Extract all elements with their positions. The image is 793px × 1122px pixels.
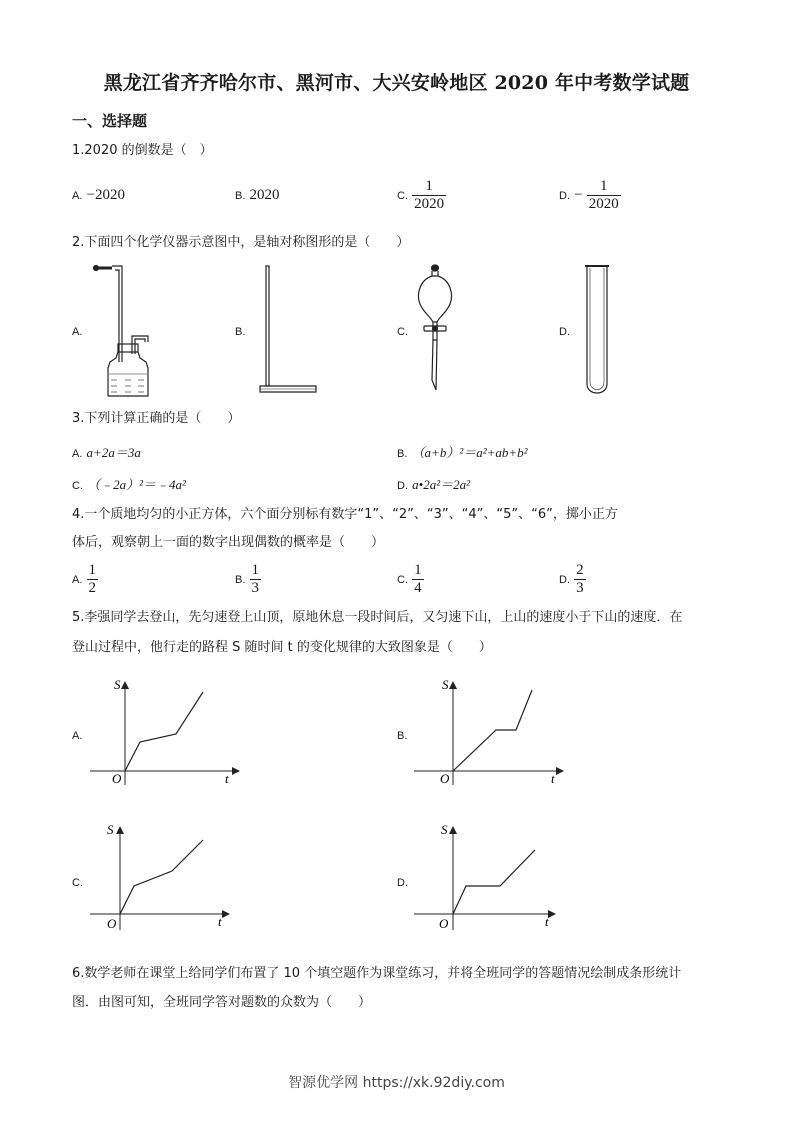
axis-label-x: t <box>551 771 555 786</box>
fraction <box>87 562 99 597</box>
denominator: 2 <box>88 580 97 596</box>
axis-label-y: S <box>107 822 114 837</box>
question-4-option-c[interactable] <box>397 562 424 597</box>
question-5-graph-d[interactable] <box>412 818 572 938</box>
question-5-label-d: D. <box>397 877 408 889</box>
footer-watermark: 智源优学网 https://xk.92diy.com <box>288 1075 505 1091</box>
page-title: 黑龙江省齐齐哈尔市、黑河市、大兴安岭地区 2020 年中考数学试题 <box>103 72 690 94</box>
question-5-stem-line-1: 5.李强同学去登山，先匀速登上山顶，原地休息一段时间后，又匀速下山，上山的速度小于下山的速度．在 <box>72 610 683 625</box>
origin-label: O <box>112 771 122 786</box>
fraction <box>574 562 586 597</box>
question-2-label-c: C. <box>397 326 408 338</box>
axis-label-y: S <box>441 822 448 837</box>
question-5-label-b: B. <box>397 730 408 742</box>
option-label: C. <box>397 190 408 202</box>
numerator: 1 <box>600 178 608 194</box>
fraction <box>587 178 621 213</box>
option-expression: a•2a²＝2a² <box>412 477 470 492</box>
axis-label-x: t <box>218 914 222 929</box>
option-label: A. <box>72 574 83 586</box>
question-5-graph-b[interactable] <box>412 675 572 795</box>
distance-curve <box>453 690 532 771</box>
numerator: 2 <box>576 562 584 578</box>
section-heading: 一、选择题 <box>72 112 148 130</box>
numerator: 1 <box>88 562 97 578</box>
gas-washing-bottle-icon[interactable] <box>88 262 158 400</box>
option-label: D. <box>397 480 408 492</box>
option-expression: （a+b）²＝a²+ab+b² <box>411 445 528 460</box>
option-label: D. <box>559 574 570 586</box>
question-3-option-b[interactable] <box>397 442 528 461</box>
question-1-option-c[interactable] <box>397 178 446 213</box>
fraction <box>412 178 446 213</box>
question-5-label-a: A. <box>72 730 83 742</box>
origin-label: O <box>439 916 449 931</box>
numerator: 1 <box>251 562 260 578</box>
axis-label-x: t <box>545 914 549 929</box>
numerator: 1 <box>425 178 433 194</box>
option-label: D. <box>559 190 570 202</box>
question-6-stem-line-1: 6.数学老师在课堂上给同学们布置了 10 个填空题作为课堂练习，并将全班同学的答题情况绘制成条形统计 <box>72 966 682 981</box>
minus-sign: − <box>574 187 583 203</box>
numerator: 1 <box>414 562 422 578</box>
question-4-option-d[interactable] <box>559 562 586 597</box>
denominator: 2020 <box>414 196 445 212</box>
option-value: −2020 <box>86 187 126 203</box>
separatory-funnel-icon[interactable] <box>410 262 460 400</box>
question-5-stem-line-2: 登山过程中，他行走的路程 S 随时间 t 的变化规律的大致图象是（ ） <box>72 640 492 655</box>
question-3-option-a[interactable] <box>72 442 141 461</box>
option-label: C. <box>72 480 83 492</box>
option-label: A. <box>72 448 83 460</box>
fraction <box>412 562 424 597</box>
question-4-option-b[interactable] <box>235 562 261 597</box>
axis-label-y: S <box>114 677 121 692</box>
denominator: 4 <box>414 580 422 596</box>
option-label: A. <box>72 190 83 202</box>
distance-curve <box>120 840 203 914</box>
question-1-option-b[interactable] <box>235 187 280 204</box>
fraction <box>250 562 262 597</box>
option-label: B. <box>397 448 408 460</box>
option-label: B. <box>235 574 246 586</box>
question-6-stem-line-2: 图．由图可知，全班同学答对题数的众数为（ ） <box>72 995 372 1010</box>
question-5-graph-c[interactable] <box>88 818 248 938</box>
question-4-option-a[interactable] <box>72 562 98 597</box>
distance-curve <box>125 692 203 771</box>
option-label: C. <box>397 574 408 586</box>
origin-label: O <box>107 916 117 931</box>
option-label: B. <box>235 190 246 202</box>
origin-label: O <box>440 771 450 786</box>
denominator: 2020 <box>588 196 619 212</box>
axis-label-x: t <box>225 771 229 786</box>
option-expression: （﹣2a）²＝﹣4a² <box>87 477 186 492</box>
question-1-option-d[interactable] <box>559 178 621 213</box>
denominator: 3 <box>576 580 584 596</box>
question-4-stem-line-2: 体后，观察朝上一面的数字出现偶数的概率是（ ） <box>72 535 385 550</box>
option-value: 2020 <box>249 187 280 203</box>
denominator: 3 <box>251 580 260 596</box>
distance-curve <box>453 850 535 914</box>
question-3-option-d[interactable] <box>397 474 470 493</box>
question-5-graph-a[interactable] <box>88 675 248 795</box>
question-2-label-a: A. <box>72 326 83 338</box>
question-2-label-d: D. <box>559 326 570 338</box>
axis-label-y: S <box>442 677 449 692</box>
question-3-stem: 3.下列计算正确的是（ ） <box>72 411 241 426</box>
question-1-stem: 1.2020 的倒数是（ ） <box>72 143 213 158</box>
question-1-option-a[interactable] <box>72 187 125 204</box>
option-expression: a+2a＝3a <box>86 445 141 460</box>
question-3-option-c[interactable] <box>72 474 186 493</box>
test-tube-icon[interactable] <box>572 262 622 400</box>
question-2-label-b: B. <box>235 326 246 338</box>
iron-stand-icon[interactable] <box>252 262 322 400</box>
question-4-stem-line-1: 4.一个质地均匀的小正方体，六个面分别标有数字“1”、“2”、“3”、“4”、“5”、“6”，掷小正方 <box>72 507 618 522</box>
question-2-stem: 2.下面四个化学仪器示意图中，是轴对称图形的是（ ） <box>72 235 410 250</box>
question-5-label-c: C. <box>72 877 83 889</box>
